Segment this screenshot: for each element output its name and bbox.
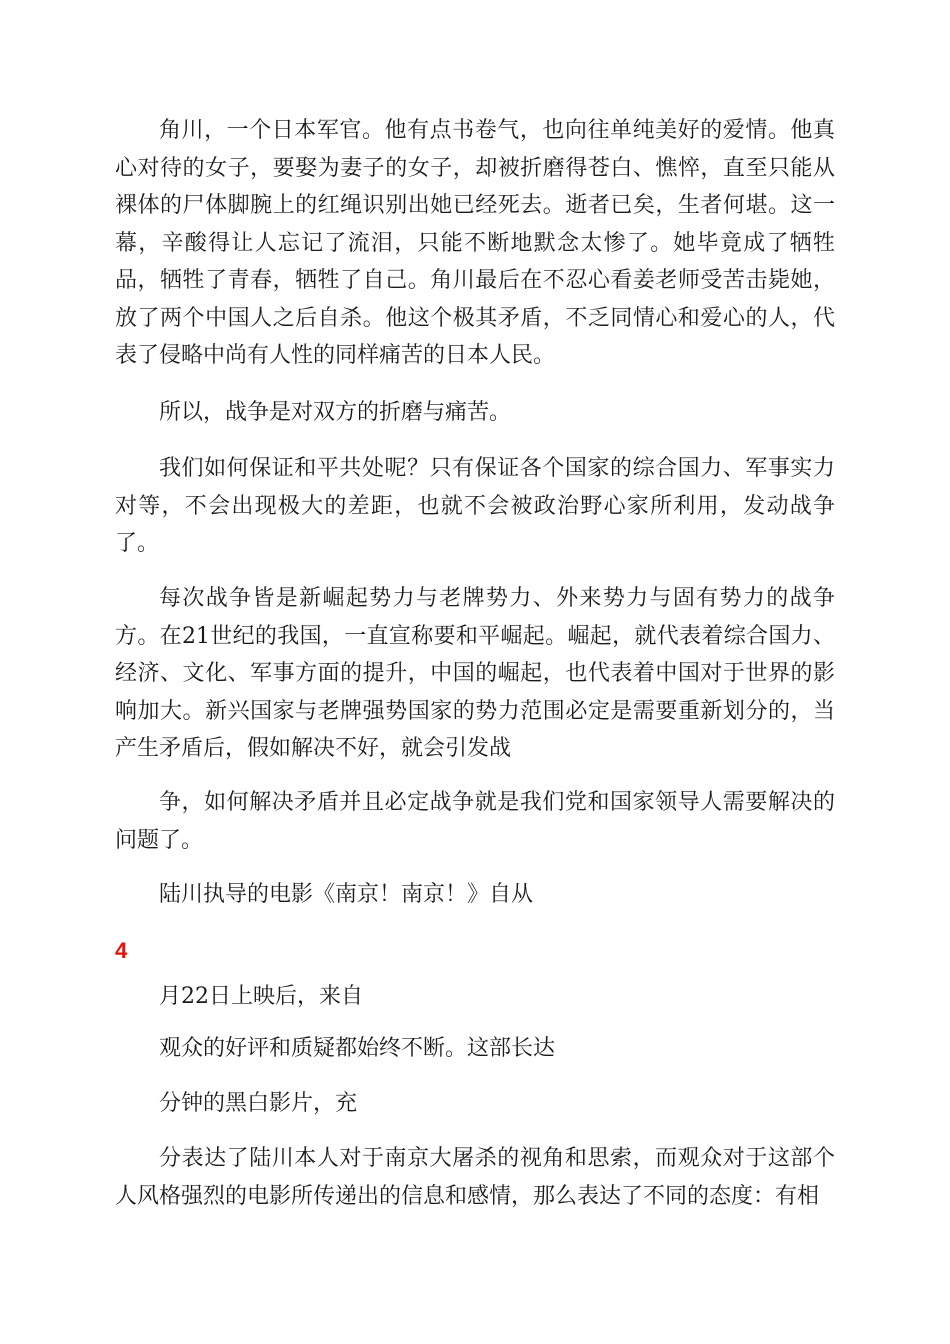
paragraph-2: 所以，战争是对双方的折磨与痛苦。 [159, 400, 512, 425]
paragraph-9: 分钟的黑白影片，充 [159, 1091, 358, 1116]
paragraph-7: 月22日上映后，来自 [159, 984, 363, 1009]
paragraph-3: 我们如何保证和平共处呢？只有保证各个国家的综合国力、军事实力对等，不会出现极大的差距，也就不会被政治野心家所利用，发动战争了。 [115, 456, 835, 556]
paragraph-4: 每次战争皆是新崛起势力与老牌势力、外来势力与固有势力的战争方。在21世纪的我国，一直宣称要和平崛起。崛起，就代表着综合国力、经济、文化、军事方面的提升，中国的崛起，也代表着中国对于世界的影响加大。新兴国家与老牌强势国家的势力范围必定是需要重新划分的，当产生矛盾后，假如解决不好，就会引发战 [115, 586, 835, 761]
paragraph-8: 观众的好评和质疑都始终不断。这部长达 [159, 1036, 556, 1061]
paragraph-1: 角川，一个日本军官。他有点书卷气，也向往单纯美好的爱情。他真心对待的女子，要娶为妻子的女子，却被折磨得苍白、憔悴，直至只能从裸体的尸体脚腕上的红绳识别出她已经死去。逝者已矣，生者何堪。这一幕，辛酸得让人忘记了流泪，只能不断地默念太惨了。她毕竟成了牺牲品，牺牲了青春，牺牲了自己。角川最后在不忍心看姜老师受苦击毙她，放了两个中国人之后自杀。他这个极其矛盾，不乏同情心和爱心的人，代表了侵略中尚有人性的同样痛苦的日本人民。 [115, 118, 835, 368]
paragraph-5: 争，如何解决矛盾并且必定战争就是我们党和国家领导人需要解决的问题了。 [115, 790, 835, 853]
paragraph-10: 分表达了陆川本人对于南京大屠杀的视角和思索，而观众对于这部个人风格强烈的电影所传递出的信息和感情，那么表达了不同的态度：有相 [115, 1146, 835, 1209]
red-number-marker: 4 [115, 938, 128, 963]
paragraph-6: 陆川执导的电影《南京！南京！》自从 [159, 882, 534, 907]
